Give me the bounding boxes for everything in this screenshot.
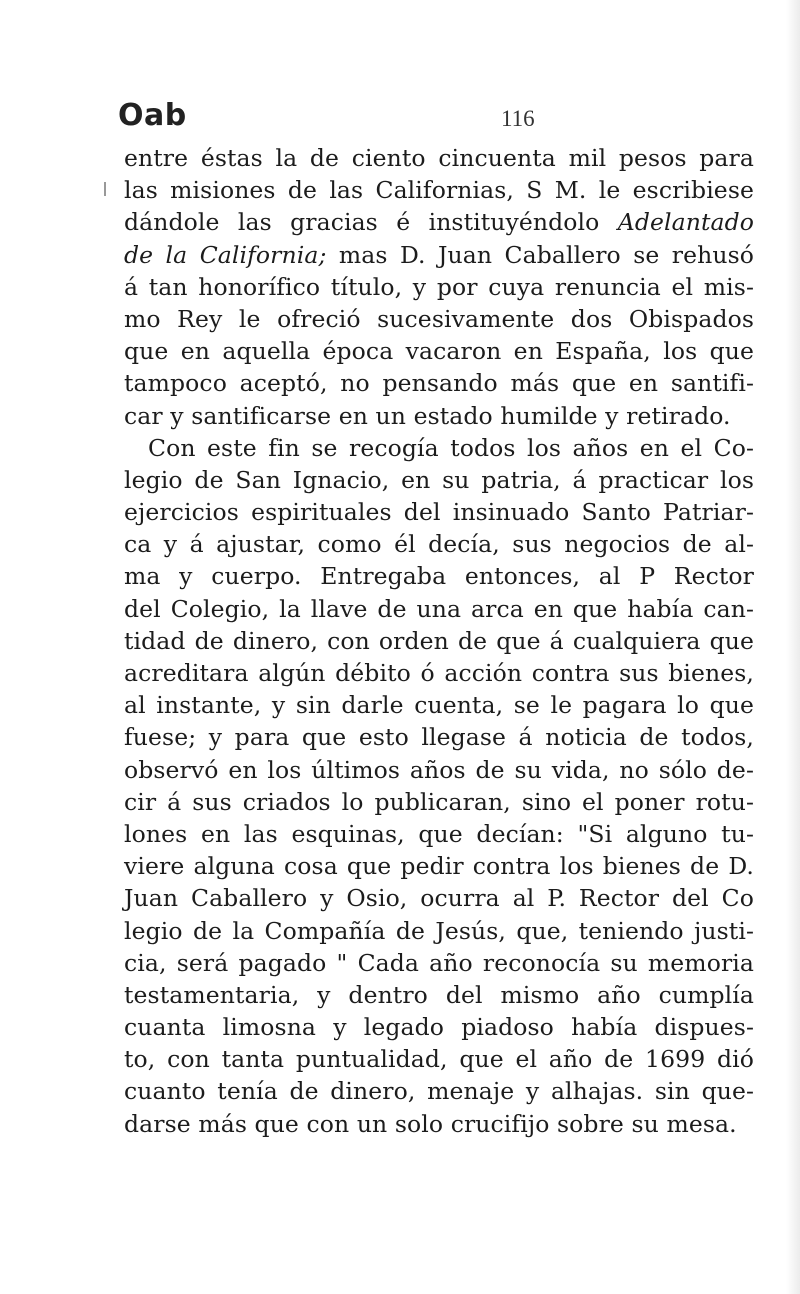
- line-text: cir á sus criados lo publicaran, sino el poner rotu-: [124, 787, 754, 816]
- line-text: mas D. Juan Caballero se rehusó: [326, 240, 754, 269]
- line-text: viere alguna cosa que pedir contra los bienes de D.: [124, 852, 754, 881]
- text-line: [124, 818, 754, 850]
- text-line: [124, 271, 754, 303]
- line-text: to, con tanta puntualidad, que el año de 1699 dió: [124, 1045, 754, 1074]
- text-line: [124, 593, 754, 625]
- text-line: [124, 464, 754, 496]
- text-line: [124, 689, 754, 721]
- line-text: testamentaria, y dentro del mismo año cumplía: [124, 980, 754, 1009]
- text-line: [124, 850, 754, 882]
- line-text: al instante, y sin darle cuenta, se le pagara lo que: [124, 691, 754, 720]
- body-text: [124, 142, 754, 1140]
- margin-mark: [104, 182, 106, 196]
- text-line: [124, 1011, 754, 1043]
- line-text: lones en las esquinas, que decían: "Si alguno tu-: [124, 819, 754, 848]
- line-text: ejercicios espirituales del insinuado Santo Patriar-: [124, 498, 754, 527]
- line-text: que en aquella época vacaron en España, los que: [124, 337, 754, 366]
- line-text: Con este fin se recogía todos los años en el Co-: [148, 433, 754, 462]
- text-line: [124, 432, 754, 464]
- page-number: 116: [501, 106, 535, 131]
- page-edge-shadow: [786, 0, 800, 1294]
- text-line: [124, 239, 754, 271]
- line-text: ca y á ajustar, como él decía, sus negocios de al-: [124, 530, 754, 559]
- line-text: tampoco aceptó, no pensando más que en santifi-: [124, 369, 754, 398]
- text-line: [124, 174, 754, 206]
- text-line: [124, 657, 754, 689]
- text-line: [124, 979, 754, 1011]
- text-line: [124, 754, 754, 786]
- text-line: [124, 786, 754, 818]
- text-line: [124, 206, 754, 238]
- line-text: legio de la Compañía de Jesús, que, teniendo justi-: [124, 916, 754, 945]
- text-line: [124, 882, 754, 914]
- line-text: del Colegio, la llave de una arca en que había can-: [124, 594, 754, 623]
- text-line: [124, 625, 754, 657]
- text-line: [124, 528, 754, 560]
- text-line: [124, 721, 754, 753]
- line-text: á tan honorífico título, y por cuya renuncia el mis-: [124, 272, 754, 301]
- text-line: [124, 142, 754, 174]
- text-line: [124, 1043, 754, 1075]
- line-text: las misiones de las Californias, S M. le escribiese: [124, 176, 754, 205]
- line-text: tidad de dinero, con orden de que á cualquiera que: [124, 626, 754, 655]
- line-text: Juan Caballero y Osio, ocurra al P. Rector del Co: [124, 884, 754, 913]
- line-text: car y santificarse en un estado humilde y retirado.: [124, 401, 731, 430]
- line-text: darse más que con un solo crucifijo sobre su mesa.: [124, 1109, 737, 1138]
- text-line: [124, 335, 754, 367]
- line-text: fuese; y para que esto llegase á noticia de todos,: [124, 723, 754, 752]
- line-text: cia, será pagado " Cada año reconocía su memoria: [124, 948, 754, 977]
- running-head: Oab: [118, 98, 187, 133]
- text-line: [124, 303, 754, 335]
- line-text: observó en los últimos años de su vida, no sólo de-: [124, 755, 754, 784]
- line-text: ma y cuerpo. Entregaba entonces, al P Rector: [124, 562, 754, 591]
- italic-text: de la California;: [124, 240, 327, 269]
- line-text: legio de San Ignacio, en su patria, á practicar los: [124, 465, 754, 494]
- text-line: [124, 1075, 754, 1107]
- line-text: cuanto tenía de dinero, menaje y alhajas. sin que-: [124, 1077, 754, 1106]
- line-text: acreditara algún débito ó acción contra sus bienes,: [124, 659, 754, 687]
- text-line: [124, 400, 754, 432]
- text-line: [124, 1108, 754, 1140]
- text-line: [124, 496, 754, 528]
- italic-text: Adelantado: [617, 208, 754, 237]
- line-text: mo Rey le ofreció sucesivamente dos Obispados: [124, 304, 754, 333]
- text-line: [124, 560, 754, 592]
- line-text: cuanta limosna y legado piadoso había dispues-: [124, 1013, 754, 1042]
- text-line: [124, 367, 754, 399]
- line-text: dándole las gracias é instituyéndolo: [124, 208, 618, 237]
- line-text: entre éstas la de ciento cincuenta mil pesos para: [124, 144, 754, 172]
- page-header: [118, 98, 748, 138]
- text-line: [124, 915, 754, 947]
- text-line: [124, 947, 754, 979]
